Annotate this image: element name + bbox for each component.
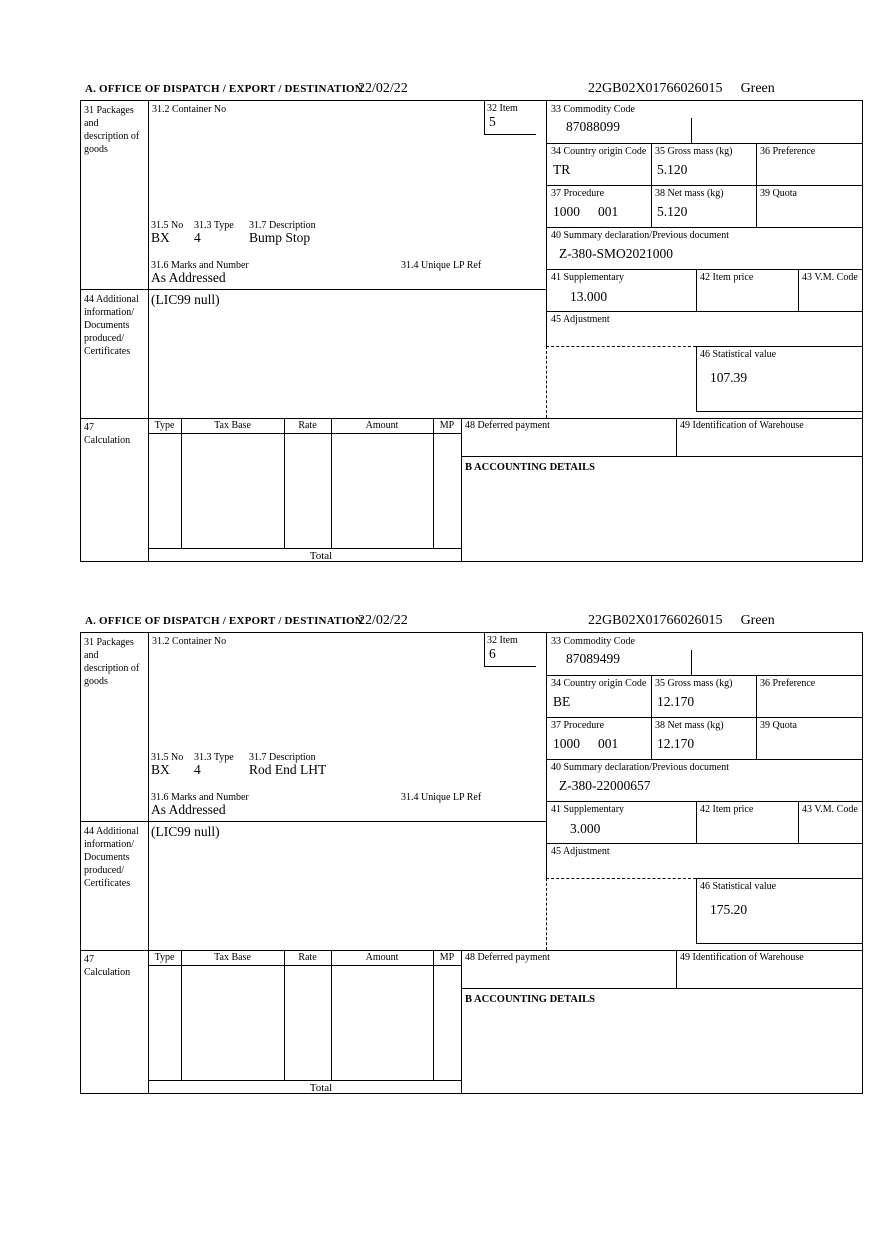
previous-document-caption: 40 Summary declaration/Previous document (551, 230, 730, 241)
deferred-payment-caption: 48 Deferred payment (465, 420, 550, 431)
tax-mp-column-header: MP (439, 952, 455, 963)
additional-information-value: (LIC99 null) (151, 292, 220, 307)
tax-table-column-line (181, 950, 182, 1080)
gross-mass-caption: 35 Gross mass (kg) (655, 146, 733, 157)
adjustment-caption: 45 Adjustment (551, 846, 610, 857)
commodity-code-caption: 33 Commodity Code (551, 104, 635, 115)
description-caption: 31.7 Description (249, 752, 316, 763)
entry-reference (588, 81, 775, 97)
statistical-value-box-border (696, 878, 862, 879)
accounting-details-heading: B ACCOUNTING DETAILS (465, 994, 595, 1005)
item-box-border (484, 134, 536, 135)
item-number-value: 6 (489, 646, 496, 661)
dashed-divider (546, 346, 696, 347)
box44-caption: 44 Additional information/ Documents produced/ Certificates (84, 826, 139, 889)
statistical-value-caption: 46 Statistical value (700, 349, 777, 360)
tax-table-column-line (284, 950, 285, 1080)
country-origin-value: TR (553, 162, 571, 177)
quota-caption: 39 Quota (760, 188, 797, 199)
packages-type-caption: 31.3 Type (194, 752, 234, 763)
divider (546, 843, 862, 844)
divider (546, 675, 862, 676)
commodity-code-value: 87088099 (566, 119, 620, 134)
previous-document-value: Z-380-22000657 (559, 778, 651, 793)
vm-code-caption: 43 V.M. Code (802, 272, 858, 283)
procedure-value-2: 001 (598, 204, 619, 219)
commodity-code-separator (691, 118, 692, 143)
declaration-item-section (80, 612, 863, 1094)
tax-table-header-line (148, 965, 461, 966)
previous-document-caption: 40 Summary declaration/Previous document (551, 762, 730, 773)
marks-value: As Addressed (151, 270, 226, 285)
net-mass-value: 12.170 (657, 736, 695, 751)
divider (546, 269, 862, 270)
declaration-item-section (80, 80, 863, 562)
tax-table-column-line (433, 418, 434, 548)
marks-caption: 31.6 Marks and Number (151, 260, 249, 271)
supplementary-value: 13.000 (570, 289, 608, 304)
total-row-line (148, 548, 461, 549)
unique-lp-ref-caption: 31.4 Unique LP Ref (401, 260, 482, 271)
tax-table-column-line (331, 418, 332, 548)
entry-number: 22GB02X01766026015 (588, 81, 723, 96)
item-box-border (484, 633, 485, 666)
divider (798, 801, 799, 843)
declaration-date: 22/02/22 (358, 613, 408, 628)
divider (696, 801, 697, 843)
packages-type-value: 4 (194, 230, 201, 245)
net-mass-caption: 38 Net mass (kg) (655, 188, 724, 199)
container-no-caption: 31.2 Container No (152, 104, 227, 115)
accounting-details-heading: B ACCOUNTING DETAILS (465, 462, 595, 473)
divider (696, 269, 697, 311)
commodity-code-caption: 33 Commodity Code (551, 636, 635, 647)
total-label: Total (309, 1082, 333, 1094)
divider (461, 988, 862, 989)
warehouse-id-caption: 49 Identification of Warehouse (680, 420, 804, 431)
entry-reference (588, 613, 775, 629)
tax-table-column-line (181, 418, 182, 548)
box31-caption: 31 Packages and description of goods (84, 105, 140, 155)
container-no-caption: 31.2 Container No (152, 636, 227, 647)
commodity-code-value: 87089499 (566, 651, 620, 666)
procedure-caption: 37 Procedure (551, 188, 605, 199)
item-caption: 32 Item (487, 103, 518, 114)
net-mass-value: 5.120 (657, 204, 688, 219)
packages-no-caption: 31.5 No (151, 752, 184, 763)
tax-base-column-header: Tax Base (214, 952, 251, 963)
statistical-value-box-border (696, 346, 862, 347)
box47-caption: 47 Calculation (84, 422, 131, 446)
packages-type-value: 4 (194, 762, 201, 777)
divider (546, 633, 547, 878)
box31-caption: 31 Packages and description of goods (84, 637, 140, 687)
previous-document-value: Z-380-SMO2021000 (559, 246, 673, 261)
divider (546, 185, 862, 186)
country-origin-caption: 34 Country origin Code (551, 678, 647, 689)
adjustment-caption: 45 Adjustment (551, 314, 610, 325)
marks-caption: 31.6 Marks and Number (151, 792, 249, 803)
office-of-dispatch-header: A. OFFICE OF DISPATCH / EXPORT / DESTINATION (85, 83, 363, 95)
divider (148, 101, 149, 561)
divider (546, 717, 862, 718)
gross-mass-value: 12.170 (657, 694, 695, 709)
divider (676, 418, 677, 456)
divider (546, 801, 862, 802)
office-of-dispatch-header: A. OFFICE OF DISPATCH / EXPORT / DESTINATION (85, 615, 363, 627)
divider (798, 269, 799, 311)
gross-mass-value: 5.120 (657, 162, 688, 177)
tax-table-column-line (331, 950, 332, 1080)
deferred-payment-caption: 48 Deferred payment (465, 952, 550, 963)
item-form-box (80, 100, 863, 562)
box44-caption: 44 Additional information/ Documents produced/ Certificates (84, 294, 139, 357)
commodity-code-separator (691, 650, 692, 675)
statistical-value: 107.39 (710, 370, 748, 385)
divider (461, 418, 462, 561)
item-box-border (484, 666, 536, 667)
statistical-value: 175.20 (710, 902, 748, 917)
tax-amount-column-header: Amount (365, 420, 399, 431)
preference-caption: 36 Preference (760, 678, 816, 689)
divider (81, 821, 546, 822)
divider (546, 311, 862, 312)
tax-rate-column-header: Rate (298, 952, 317, 963)
packages-no-value: BX (151, 230, 170, 245)
total-label: Total (309, 550, 333, 562)
item-price-caption: 42 Item price (700, 804, 754, 815)
divider (461, 950, 462, 1093)
statistical-value-box-border (696, 878, 697, 943)
item-form-box (80, 632, 863, 1094)
box47-caption: 47 Calculation (84, 954, 131, 978)
divider (461, 456, 862, 457)
tax-type-column-header: Type (154, 420, 175, 431)
warehouse-id-caption: 49 Identification of Warehouse (680, 952, 804, 963)
procedure-caption: 37 Procedure (551, 720, 605, 731)
country-origin-value: BE (553, 694, 571, 709)
tax-table-column-line (433, 950, 434, 1080)
marks-value: As Addressed (151, 802, 226, 817)
divider (81, 418, 862, 419)
divider (546, 101, 547, 346)
packages-no-caption: 31.5 No (151, 220, 184, 231)
total-row-line (148, 1080, 461, 1081)
preference-caption: 36 Preference (760, 146, 816, 157)
quota-caption: 39 Quota (760, 720, 797, 731)
item-box-border (484, 101, 485, 134)
packages-no-value: BX (151, 762, 170, 777)
packages-type-caption: 31.3 Type (194, 220, 234, 231)
declaration-date: 22/02/22 (358, 81, 408, 96)
divider (546, 759, 862, 760)
supplementary-value: 3.000 (570, 821, 601, 836)
description-caption: 31.7 Description (249, 220, 316, 231)
divider (676, 950, 677, 988)
goods-description-value: Bump Stop (249, 230, 311, 245)
tax-mp-column-header: MP (439, 420, 455, 431)
divider (81, 289, 546, 290)
gross-mass-caption: 35 Gross mass (kg) (655, 678, 733, 689)
route-status: Green (740, 613, 775, 628)
item-number-value: 5 (489, 114, 496, 129)
item-price-caption: 42 Item price (700, 272, 754, 283)
procedure-value-2: 001 (598, 736, 619, 751)
route-status: Green (740, 81, 775, 96)
divider (546, 227, 862, 228)
tax-table-column-line (284, 418, 285, 548)
tax-amount-column-header: Amount (365, 952, 399, 963)
statistical-value-box-border (696, 411, 862, 412)
tax-table-header-line (148, 433, 461, 434)
supplementary-caption: 41 Supplementary (551, 272, 625, 283)
country-origin-caption: 34 Country origin Code (551, 146, 647, 157)
supplementary-caption: 41 Supplementary (551, 804, 625, 815)
tax-rate-column-header: Rate (298, 420, 317, 431)
goods-description-value: Rod End LHT (249, 762, 327, 777)
statistical-value-box-border (696, 943, 862, 944)
divider (148, 633, 149, 1093)
divider (81, 950, 862, 951)
entry-number: 22GB02X01766026015 (588, 613, 723, 628)
tax-base-column-header: Tax Base (214, 420, 251, 431)
procedure-value: 1000 (553, 204, 580, 219)
divider (546, 143, 862, 144)
additional-information-value: (LIC99 null) (151, 824, 220, 839)
statistical-value-box-border (696, 346, 697, 411)
tax-type-column-header: Type (154, 952, 175, 963)
dashed-divider (546, 878, 696, 879)
dashed-divider (546, 346, 547, 418)
unique-lp-ref-caption: 31.4 Unique LP Ref (401, 792, 482, 803)
vm-code-caption: 43 V.M. Code (802, 804, 858, 815)
item-caption: 32 Item (487, 635, 518, 646)
statistical-value-caption: 46 Statistical value (700, 881, 777, 892)
procedure-value: 1000 (553, 736, 580, 751)
dashed-divider (546, 878, 547, 950)
net-mass-caption: 38 Net mass (kg) (655, 720, 724, 731)
